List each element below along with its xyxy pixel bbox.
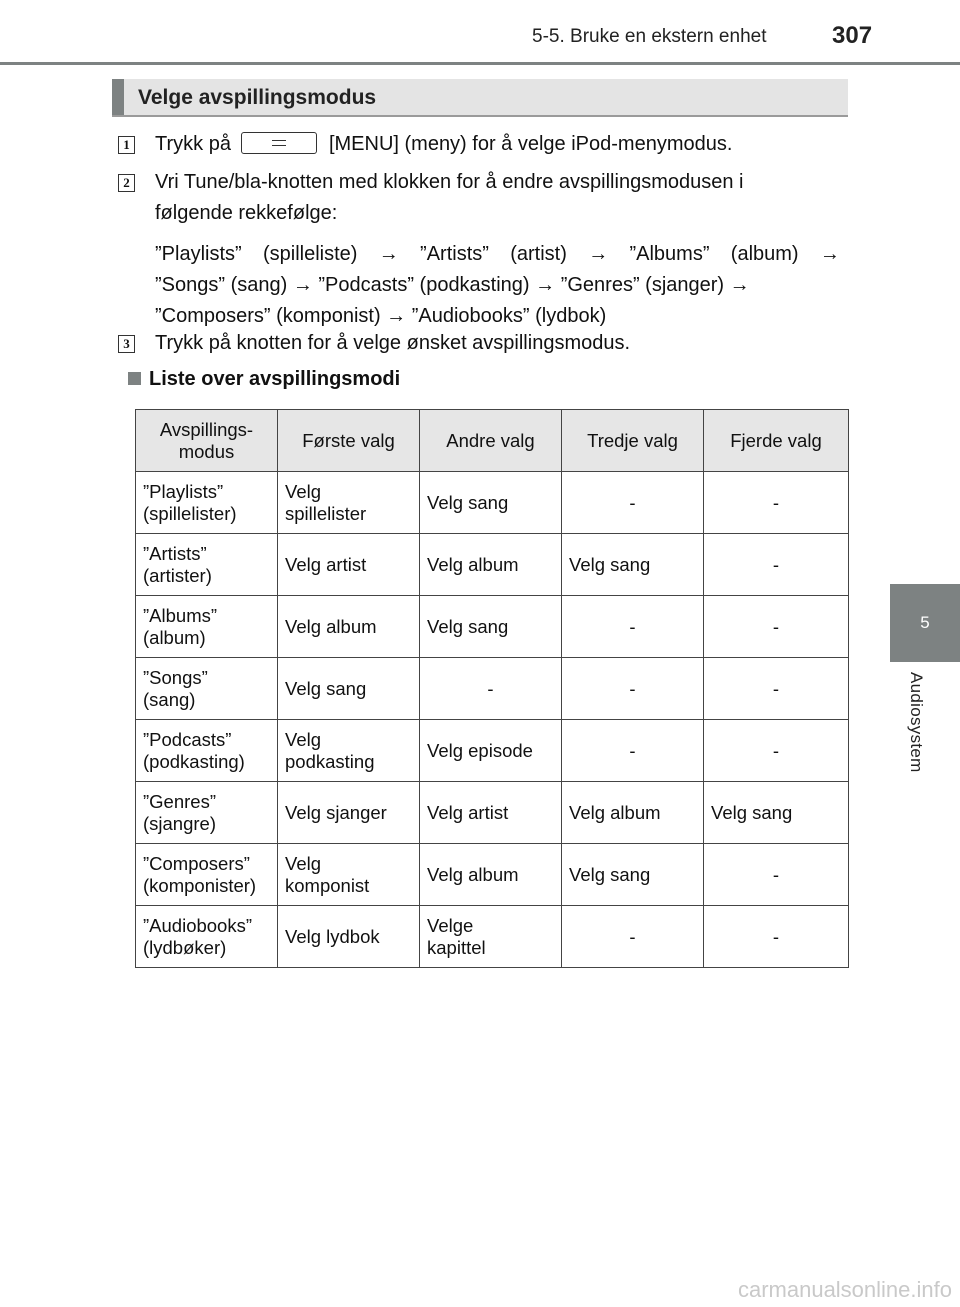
sequence-token: (artist) <box>510 243 567 265</box>
table-cell: Velg sjanger <box>278 782 420 844</box>
header-rule <box>0 62 960 65</box>
table-cell: Velg album <box>420 844 562 906</box>
table-cell: Velg spillelister <box>278 472 420 534</box>
sequence-line-1 <box>155 239 840 270</box>
table-cell: - <box>562 658 704 720</box>
table-row <box>136 534 849 596</box>
table-header-cell: Tredje valg <box>562 410 704 472</box>
table-row <box>136 720 849 782</box>
page-number: 307 <box>832 22 873 49</box>
table-cell: Velg episode <box>420 720 562 782</box>
section-bar <box>112 79 848 117</box>
table-cell: Velg komponist <box>278 844 420 906</box>
sequence-line-2: ”Songs” (sang) → ”Podcasts” (podkasting) → ”Genres” (sjanger) → <box>155 274 750 296</box>
sequence-token: ”Albums” <box>629 243 710 265</box>
step-1-pre: Trykk på <box>155 133 231 155</box>
step-2-line-2: følgende rekkefølge: <box>155 202 338 224</box>
table-header-cell: Første valg <box>278 410 420 472</box>
step-2-text <box>155 167 840 332</box>
table-cell: Velg artist <box>278 534 420 596</box>
table-cell: - <box>562 596 704 658</box>
sequence-token: (album) <box>730 243 799 265</box>
section-title: Velge avspillingsmodus <box>138 86 377 109</box>
table-cell: - <box>704 596 849 658</box>
chapter-tab <box>890 584 960 662</box>
table-cell: - <box>562 720 704 782</box>
table-cell: ”Genres” (sjangre) <box>136 782 278 844</box>
table-cell: - <box>704 658 849 720</box>
arrow-icon: → <box>378 243 399 265</box>
table-cell: Velg album <box>278 596 420 658</box>
table-cell: Velg album <box>562 782 704 844</box>
table-cell: Velg sang <box>704 782 849 844</box>
modes-table <box>135 409 849 968</box>
step-3-text: Trykk på knotten for å velge ønsket avspillingsmodus. <box>155 332 631 354</box>
table-cell: - <box>562 906 704 968</box>
table-header-row <box>136 410 849 472</box>
table-cell: Velge kapittel <box>420 906 562 968</box>
subheading-text: Liste over avspillingsmodi <box>149 368 401 390</box>
table-row <box>136 472 849 534</box>
subheading <box>128 368 400 391</box>
table-header-cell: Fjerde valg <box>704 410 849 472</box>
table-cell: Velg podkasting <box>278 720 420 782</box>
table-header-cell: Andre valg <box>420 410 562 472</box>
menu-button-icon <box>241 132 317 154</box>
step-1-post: [MENU] (meny) for å velge iPod-menymodus. <box>328 133 733 155</box>
watermark: carmanualsonline.info <box>737 1277 952 1302</box>
table-cell: Velg artist <box>420 782 562 844</box>
header-section-title: 5-5. Bruke en ekstern enhet <box>532 26 767 47</box>
table-cell: Velg sang <box>420 472 562 534</box>
table-cell: ”Composers” (komponister) <box>136 844 278 906</box>
chapter-number: 5 <box>920 613 930 632</box>
table-cell: - <box>420 658 562 720</box>
sequence-token: ”Artists” <box>420 243 489 265</box>
arrow-icon: → <box>819 243 840 265</box>
step-number-2: 2 <box>118 174 135 192</box>
table-header-cell: Avspillings- modus <box>136 410 278 472</box>
table-cell: - <box>704 534 849 596</box>
table-row <box>136 782 849 844</box>
table-cell: ”Podcasts” (podkasting) <box>136 720 278 782</box>
sequence-line-3: ”Composers” (komponist) → ”Audiobooks” (lydbok) <box>155 305 607 327</box>
table-cell: ”Audiobooks” (lydbøker) <box>136 906 278 968</box>
table-row <box>136 658 849 720</box>
table-cell: - <box>704 906 849 968</box>
step-number-1: 1 <box>118 136 135 154</box>
table-cell: Velg sang <box>562 534 704 596</box>
arrow-icon: → <box>588 243 609 265</box>
chapter-label: Audiosystem <box>907 672 926 773</box>
table-cell: Velg sang <box>278 658 420 720</box>
sequence-token: ”Playlists” <box>155 243 242 265</box>
table-cell: Velg sang <box>420 596 562 658</box>
table-cell: - <box>704 472 849 534</box>
table-cell: Velg lydbok <box>278 906 420 968</box>
table-row <box>136 596 849 658</box>
table-cell: ”Artists” (artister) <box>136 534 278 596</box>
table-cell: ”Albums” (album) <box>136 596 278 658</box>
table-cell: ”Playlists” (spillelister) <box>136 472 278 534</box>
step-1-text <box>155 129 840 160</box>
step-2-line-1: Vri Tune/bla-knotten med klokken for å endre avspillingsmodusen i <box>155 171 744 193</box>
table-cell: - <box>704 720 849 782</box>
table-cell: Velg album <box>420 534 562 596</box>
table-cell: Velg sang <box>562 844 704 906</box>
section-accent <box>112 79 124 115</box>
square-bullet-icon <box>128 372 141 385</box>
step-number-3: 3 <box>118 335 135 353</box>
table-row <box>136 906 849 968</box>
sequence-token: (spilleliste) <box>262 243 358 265</box>
table-cell: - <box>704 844 849 906</box>
table-cell: ”Songs” (sang) <box>136 658 278 720</box>
table-row <box>136 844 849 906</box>
table-cell: - <box>562 472 704 534</box>
